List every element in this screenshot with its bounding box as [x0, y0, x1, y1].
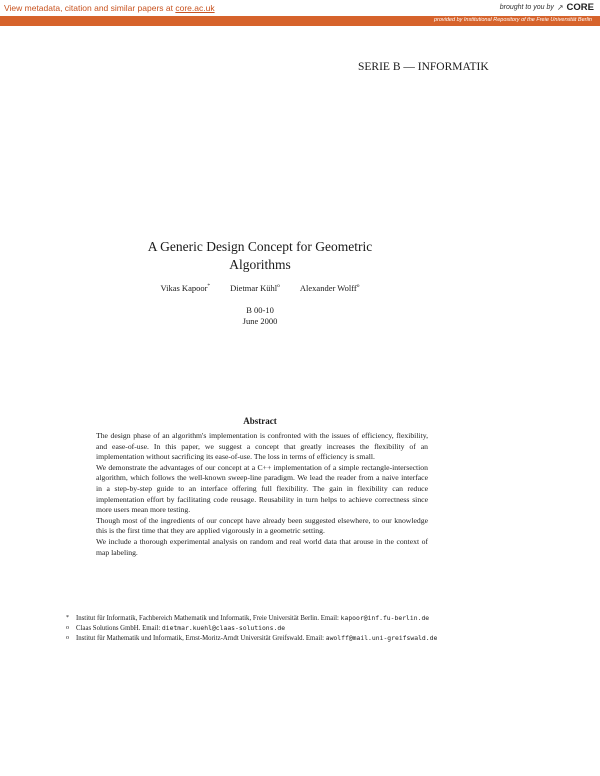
- core-banner: [0, 0, 600, 16]
- series-label: SERIE B — INFORMATIK: [358, 61, 489, 73]
- provided-by-bar: [0, 16, 600, 26]
- author: Alexander Wolff$^o$: [299, 283, 360, 293]
- core-link[interactable]: core.ac.uk: [175, 3, 215, 13]
- footnote-email: dietmar.kuehl@claas-solutions.de: [161, 624, 286, 633]
- abstract-body: [96, 431, 428, 558]
- footnote-mark: *: [66, 615, 69, 621]
- abstract-heading: Abstract: [243, 416, 277, 426]
- report-info: [210, 305, 310, 327]
- title-line-1: A Generic Design Concept for Geometric: [147, 239, 373, 254]
- footnote-mark: o: [66, 625, 69, 632]
- core-brought-by[interactable]: [500, 2, 594, 13]
- footnote-text: Claas Solutions GmbH. Email:: [76, 625, 161, 633]
- footnotes: [66, 614, 466, 645]
- footnote-mark: o: [66, 635, 69, 642]
- footnote-email: awolff@mail.uni-greifswald.de: [325, 634, 438, 643]
- core-logo-icon: ↗: [556, 3, 564, 12]
- title-line-2: Algorithms: [229, 257, 291, 272]
- footnote: [66, 634, 466, 643]
- abstract-paragraph: We demonstrate the advantages of our concept at a C++ implementation of a simple rectangle-intersection algorithm, which follows the well-known sweep-line paradigm. We lead the reader from a naive interface in a step-by-step guide to an interface offering full flexibility. The gain in flexibility can reduce implementation effort by facilitating code reusage. Reusability in turn helps to achieve correctness since more users mean more testing.: [96, 462, 428, 515]
- report-number: B 00-10: [246, 305, 274, 315]
- paper-title: [130, 238, 390, 274]
- footnote: [66, 614, 466, 623]
- author: Dietmar Kühl$^o$: [230, 283, 280, 293]
- footnote-text: Institut für Mathematik und Informatik, Ernst-Moritz-Arndt Universität Greifswald. Email:: [76, 635, 325, 643]
- footnote-text: Institut für Informatik, Fachbereich Mathematik und Informatik, Freie Universität Berlin. Email:: [76, 615, 339, 622]
- provided-by-text: provided by Institutional Repository of the Freie Universität Berlin: [433, 17, 592, 23]
- author-list: [0, 283, 520, 293]
- abstract-paragraph: Though most of the ingredients of our concept have already been suggested elsewhere, to our knowledge this is the first time that they are applied vigorously in a geometric setting.: [96, 515, 428, 536]
- core-metadata-link-text: [4, 3, 215, 13]
- footnote-email: kapoor@inf.fu-berlin.de: [340, 614, 430, 622]
- core-link-prefix: View metadata, citation and similar papers at: [4, 3, 173, 13]
- abstract-paragraph: We include a thorough experimental analysis on random and real world data that arouse in the context of map labeling.: [96, 536, 428, 557]
- author: Vikas Kapoor*: [160, 283, 211, 293]
- core-logo: CORE: [566, 2, 594, 13]
- footnote: [66, 624, 466, 633]
- abstract-paragraph: The design phase of an algorithm's implementation is confronted with the issues of efficiency, flexibility, and ease-of-use. In this paper, we suggest a concept that greatly increases the flexibility of an implementation without sacrificing its ease-of-use. The loss in terms of efficiency is small.: [96, 431, 428, 462]
- brought-by-text: brought to you by: [499, 4, 554, 11]
- report-date: June 2000: [242, 316, 278, 326]
